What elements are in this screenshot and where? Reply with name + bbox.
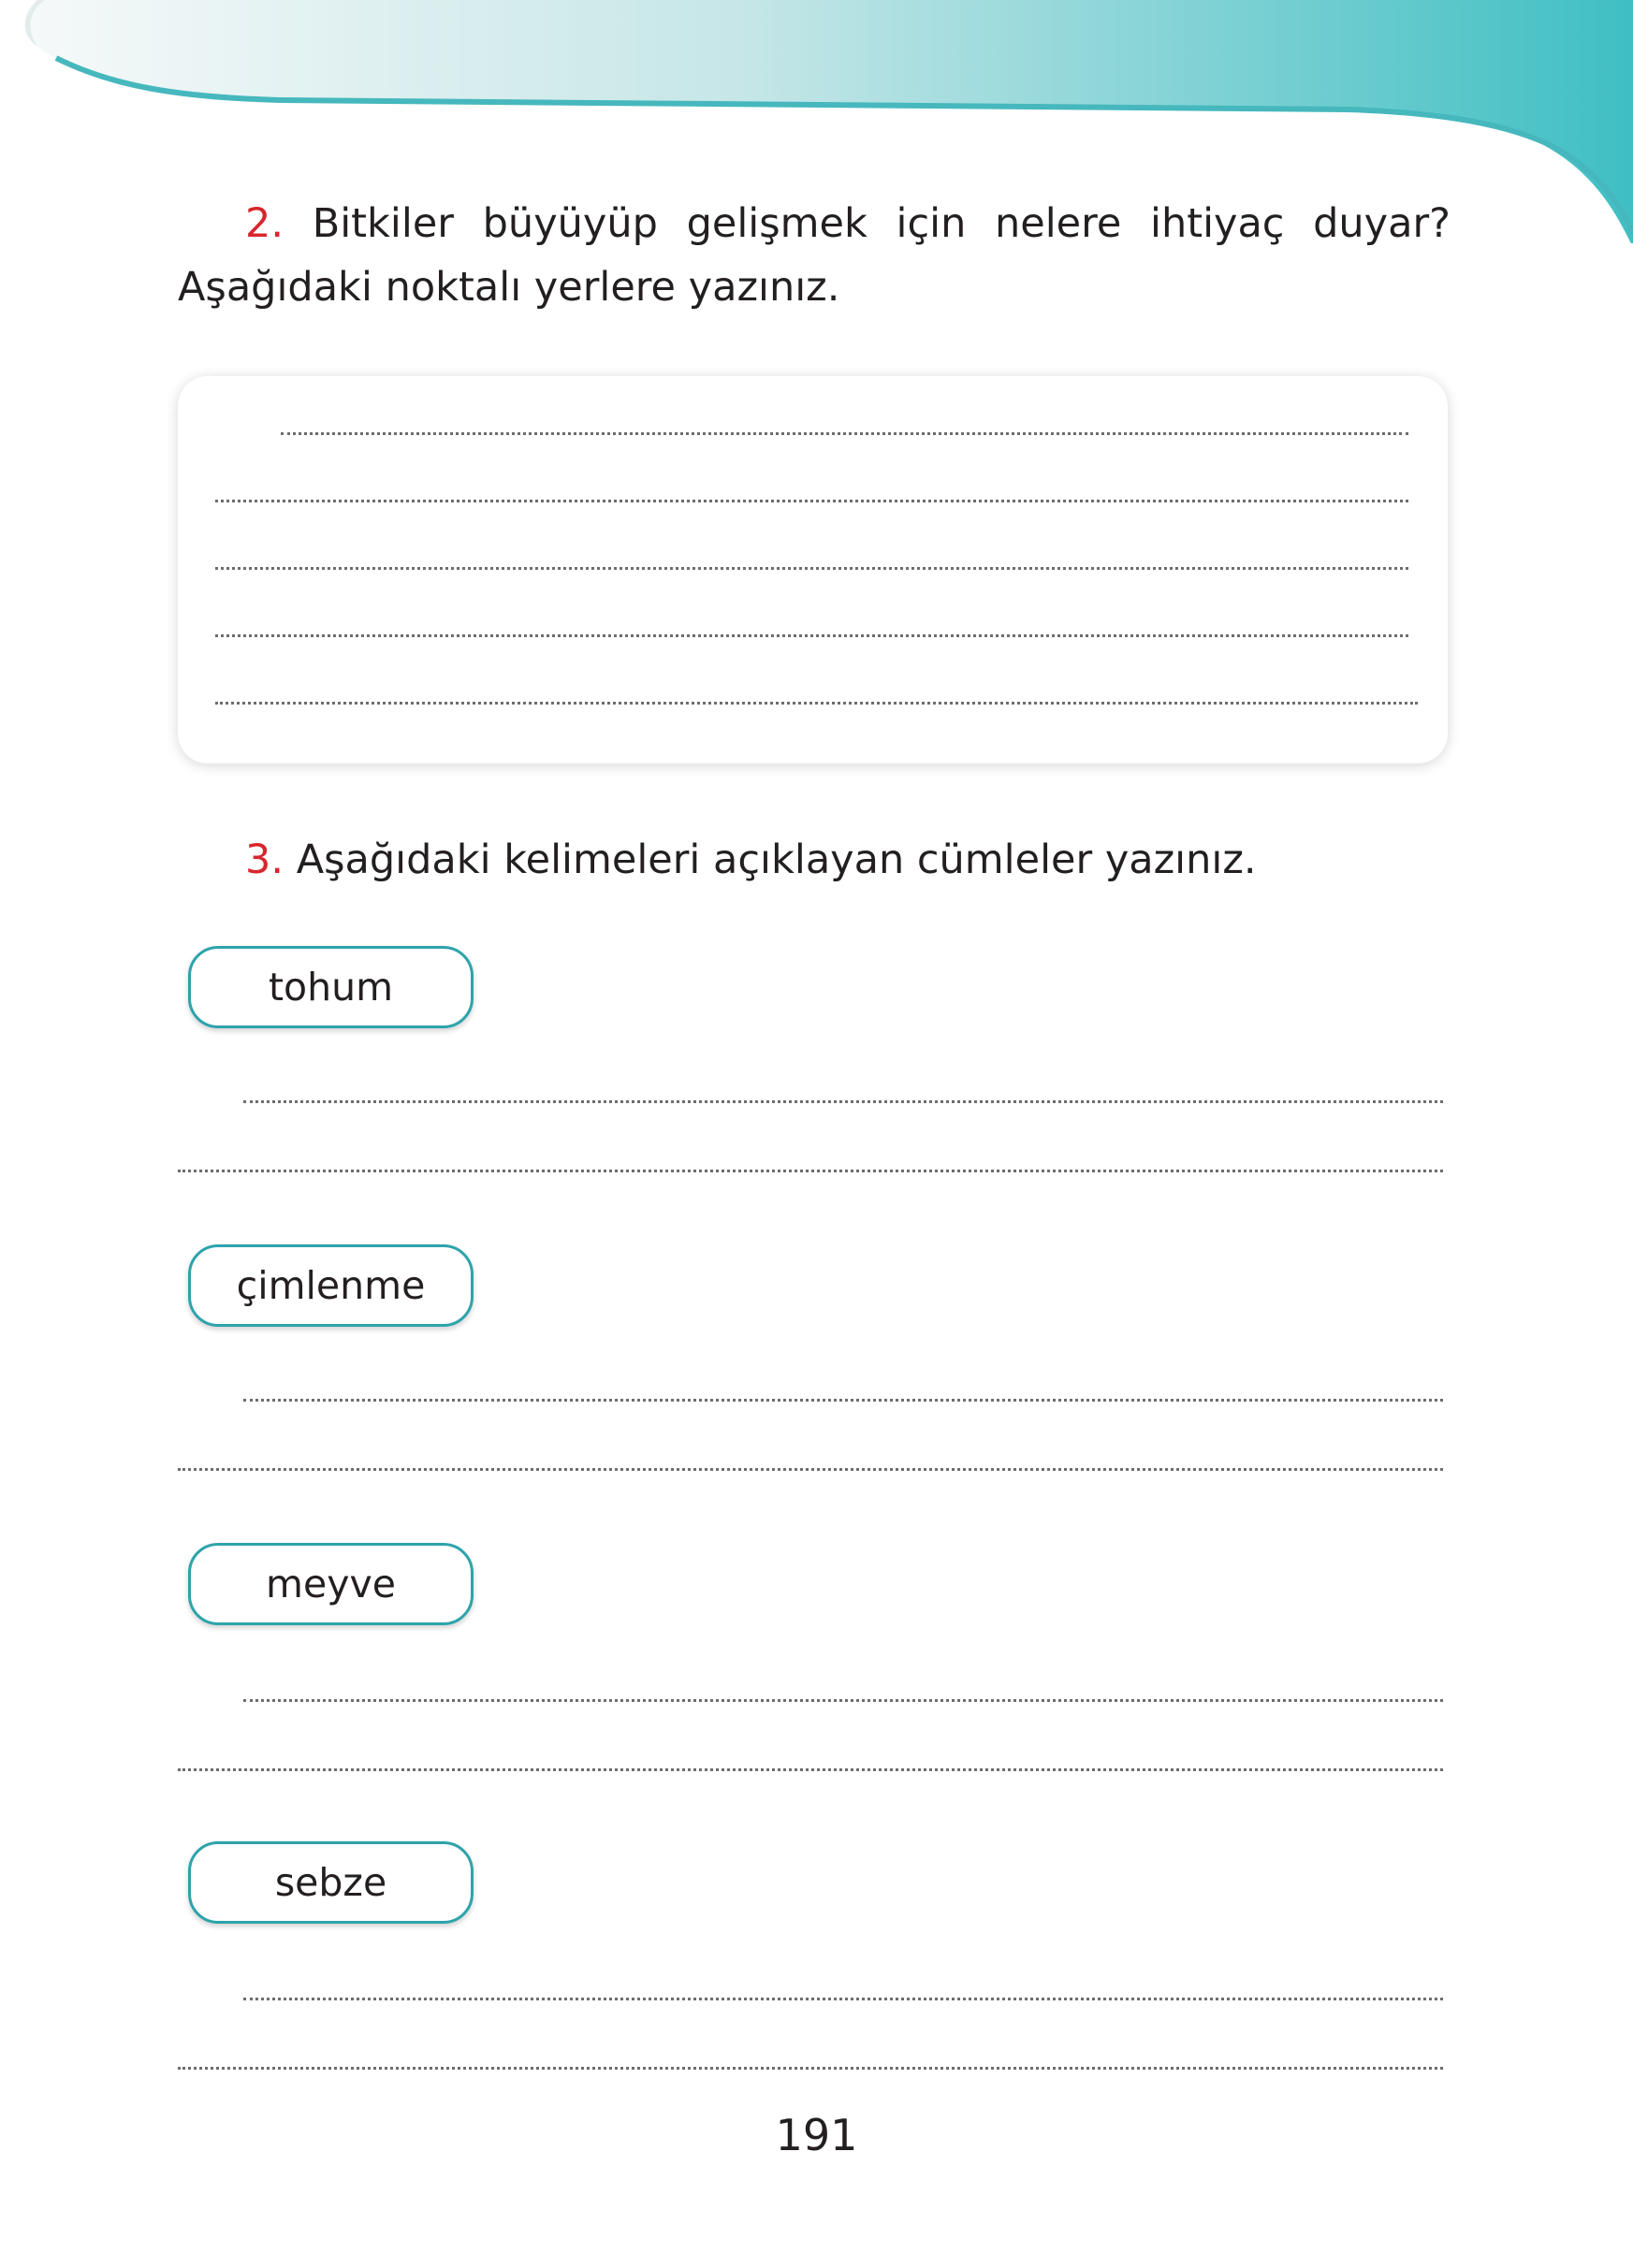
question-2-number: 2 [245, 200, 271, 247]
word-pill-cimlenme: çimlenme [188, 1244, 474, 1327]
question-2 [178, 192, 1451, 319]
definition-line-meyve-1[interactable] [243, 1699, 1443, 1702]
question-2-answer-box [178, 376, 1448, 763]
definition-line-sebze-1[interactable] [243, 1998, 1443, 2000]
word-pill-meyve: meyve [188, 1543, 474, 1625]
answer-line-5[interactable] [215, 702, 1418, 705]
question-3-text: Aşağıdaki kelimeleri açıklayan cümleler yazınız. [296, 836, 1257, 883]
definition-line-tohum-2[interactable] [178, 1170, 1443, 1172]
answer-line-2[interactable] [215, 500, 1408, 502]
question-3-dot: . [270, 836, 284, 883]
answer-line-1[interactable] [281, 432, 1408, 435]
word-pill-tohum: tohum [188, 946, 474, 1028]
page-number: 191 [775, 2110, 858, 2160]
definition-line-cimlenme-1[interactable] [243, 1399, 1443, 1402]
answer-line-4[interactable] [215, 634, 1408, 637]
question-3-number: 3 [245, 836, 271, 883]
word-pill-sebze: sebze [188, 1841, 474, 1924]
definition-line-sebze-2[interactable] [178, 2067, 1443, 2070]
question-3 [178, 828, 1451, 892]
definition-line-tohum-1[interactable] [243, 1100, 1443, 1103]
answer-line-3[interactable] [215, 567, 1408, 570]
question-2-dot: . [270, 200, 284, 247]
question-2-text: Bitkiler büyüyüp gelişmek için nelere ihtiyaç duyar? Aşağıdaki noktalı yerlere yazınız. [178, 200, 1451, 311]
definition-line-cimlenme-2[interactable] [178, 1468, 1443, 1471]
definition-line-meyve-2[interactable] [178, 1768, 1443, 1771]
